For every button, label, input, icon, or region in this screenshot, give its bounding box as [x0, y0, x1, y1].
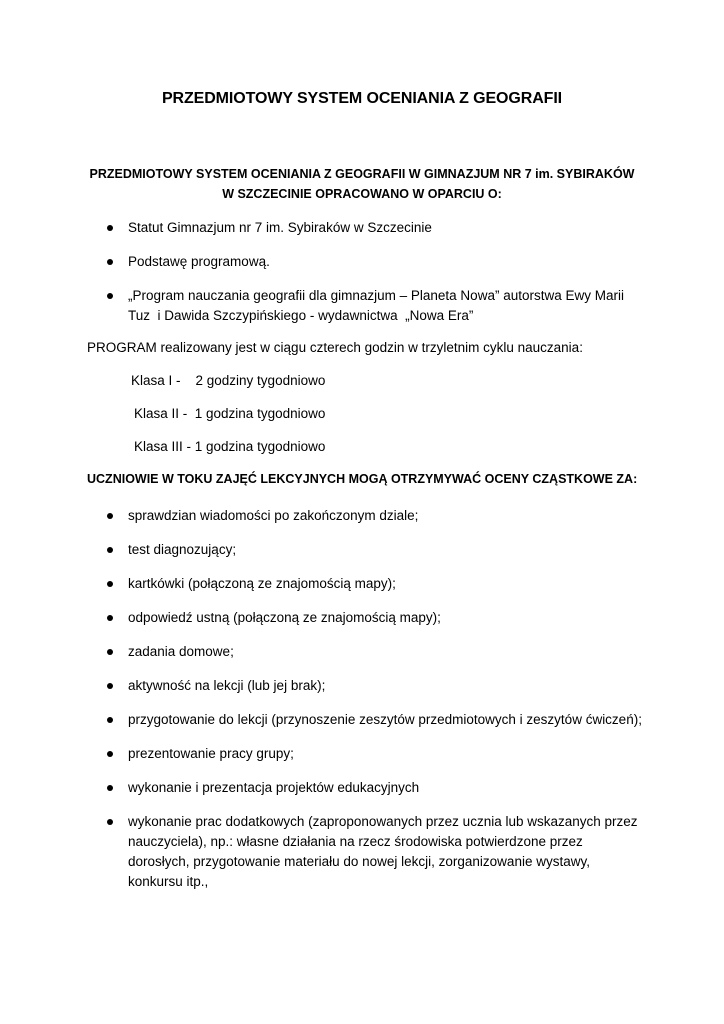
subtitle-line-1: PRZEDMIOTOWY SYSTEM OCENIANIA Z GEOGRAFII W GIMNAZJUM NR 7 im. SYBIRAKÓW: [89, 167, 635, 181]
grade-item-preparation: przygotowanie do lekcji (przynoszenie zeszytów przedmiotowych i zeszytów ćwiczeń);: [128, 712, 642, 727]
grade-item-group-presentation: prezentowanie pracy grupy;: [128, 746, 294, 761]
bullet-icon: [107, 649, 113, 655]
bullet-icon: [107, 581, 113, 587]
grade-item-extra-work-line-2: nauczyciela), np.: własne działania na rzecz środowiska potwierdzone przez: [128, 834, 583, 849]
bullet-icon: [107, 785, 113, 791]
bullet-icon: [107, 615, 113, 621]
bullet-icon: [107, 259, 113, 265]
subtitle-line-2: W SZCZECINIE OPRACOWANO W OPARCIU O:: [222, 187, 502, 201]
bullet-icon: [107, 819, 113, 825]
bullet-icon: [107, 683, 113, 689]
basis-item-core-curriculum: Podstawę programową.: [128, 254, 270, 269]
grade-item-diagnostic-test: test diagnozujący;: [128, 542, 237, 557]
bullet-icon: [107, 513, 113, 519]
class-1-hours: Klasa I - 2 godziny tygodniowo: [131, 373, 326, 388]
class-2-hours: Klasa II - 1 godzina tygodniowo: [134, 406, 326, 421]
grade-item-quizzes: kartkówki (połączoną ze znajomością mapy);: [128, 576, 396, 591]
grade-item-oral-answer: odpowiedź ustną (połączoną ze znajomością mapy);: [128, 610, 441, 625]
basis-item-program-line-2: Tuz i Dawida Szczypińskiego - wydawnictwa „Nowa Era”: [128, 308, 474, 323]
basis-item-program-line-1: „Program nauczania geografii dla gimnazjum – Planeta Nowa” autorstwa Ewy Marii: [128, 288, 624, 303]
grade-item-extra-work-line-4: konkursu itp.,: [128, 874, 209, 889]
grade-item-projects: wykonanie i prezentacja projektów edukacyjnych: [128, 780, 420, 795]
subtitle: [84, 164, 640, 204]
grade-item-homework: zadania domowe;: [128, 644, 234, 659]
page-title: PRZEDMIOTOWY SYSTEM OCENIANIA Z GEOGRAFII: [161, 90, 563, 107]
basis-item-statute: Statut Gimnazjum nr 7 im. Sybiraków w Szczecinie: [128, 220, 432, 235]
grade-item-extra-work-line-3: dorosłych, przygotowanie materiału do nowej lekcji, zorganizowanie wystawy,: [128, 854, 590, 869]
bullet-icon: [107, 717, 113, 723]
bullet-icon: [107, 293, 113, 299]
class-3-hours: Klasa III - 1 godzina tygodniowo: [134, 439, 326, 454]
grade-item-test-after-unit: sprawdzian wiadomości po zakończonym dziale;: [128, 508, 419, 523]
bullet-icon: [107, 225, 113, 231]
program-text: PROGRAM realizowany jest w ciągu czterech godzin w trzyletnim cyklu nauczania:: [87, 340, 583, 355]
bullet-icon: [107, 751, 113, 757]
grade-item-activity: aktywność na lekcji (lub jej brak);: [128, 678, 326, 693]
grade-item-extra-work-line-1: wykonanie prac dodatkowych (zaproponowanych przez ucznia lub wskazanych przez: [128, 814, 638, 829]
grades-heading: UCZNIOWIE W TOKU ZAJĘĆ LEKCYJNYCH MOGĄ OTRZYMYWAĆ OCENY CZĄSTKOWE ZA:: [87, 472, 638, 486]
bullet-icon: [107, 547, 113, 553]
